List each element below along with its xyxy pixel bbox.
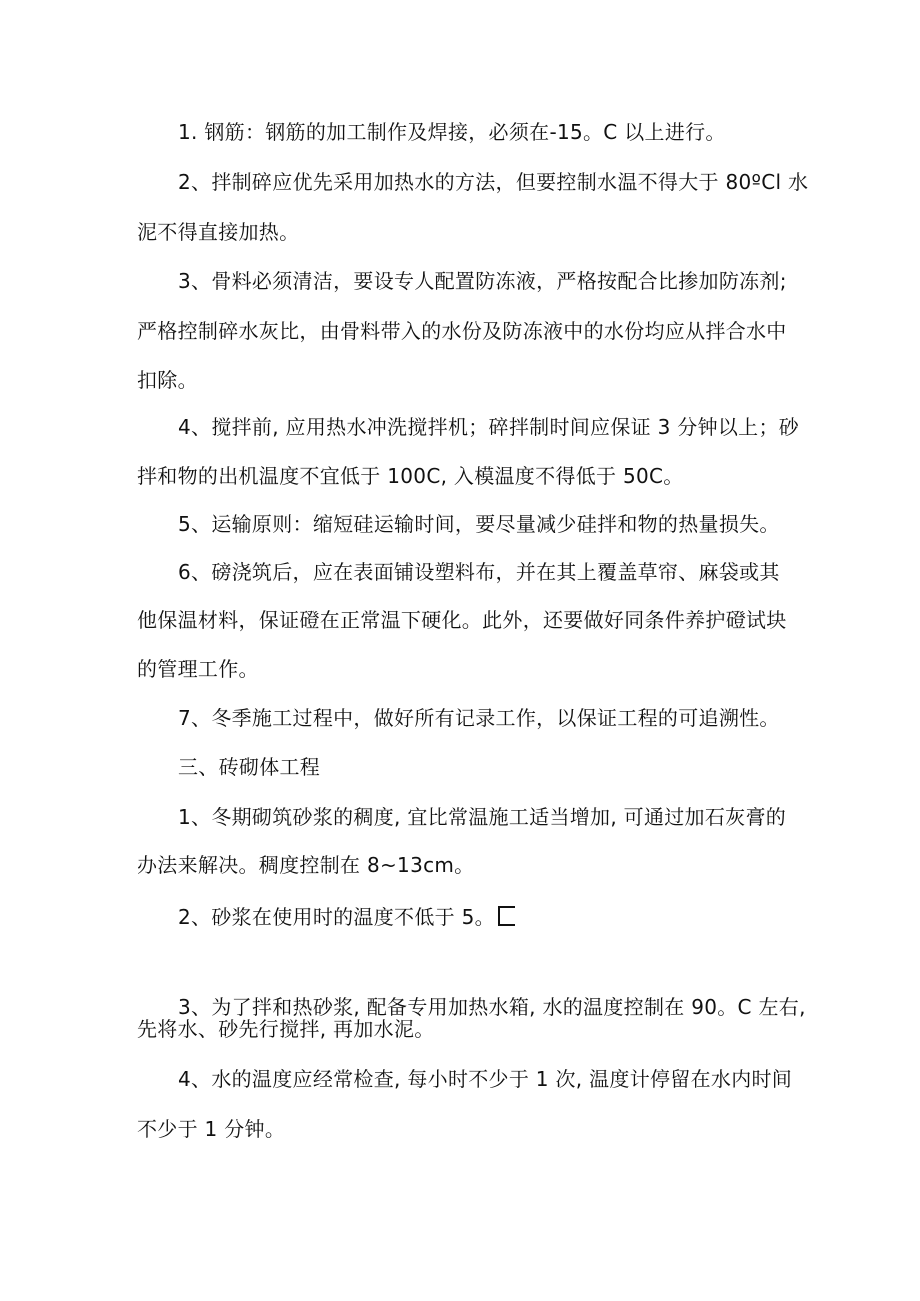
text-line: 先将水、砂先行搅拌, 再加水泥。 — [137, 1017, 435, 1041]
text-line: 他保温材料，保证磴在正常温下硬化。此外，还要做好同条件养护磴试块 — [137, 608, 787, 632]
text-line: 3、骨料必须清洁，要设专人配置防冻液，严格按配合比掺加防冻剂; — [178, 269, 787, 293]
text-line: 办法来解决。稠度控制在 8~13cm。 — [137, 853, 475, 877]
text-line: 1、冬期砌筑砂浆的稠度, 宜比常温施工适当增加, 可通过加石灰膏的 — [178, 805, 787, 829]
text-line: 的管理工作。 — [137, 657, 259, 681]
text-line-content: 2、砂浆在使用时的温度不低于 5。 — [178, 905, 495, 929]
box-glyph — [498, 906, 515, 926]
text-line: 4、水的温度应经常检查, 每小时不少于 1 次, 温度计停留在水内时间 — [178, 1067, 793, 1091]
text-line: 7、冬季施工过程中，做好所有记录工作，以保证工程的可追溯性。 — [178, 706, 780, 730]
text-line: 泥不得直接加热。 — [137, 220, 300, 244]
text-line: 1. 钢筋：钢筋的加工制作及焊接，必须在-15。C 以上进行。 — [178, 120, 726, 144]
text-line: 不少于 1 分钟。 — [137, 1117, 286, 1141]
text-line: 2、拌制碎应优先采用加热水的方法，但要控制水温不得大于 80ºCl 水 — [178, 170, 809, 194]
section-heading: 三、砖砌体工程 — [178, 755, 321, 779]
text-line: 4、搅拌前, 应用热水冲洗搅拌机；碎拌制时间应保证 3 分钟以上；砂 — [178, 415, 800, 439]
text-line: 严格控制碎水灰比，由骨料带入的水份及防冻液中的水份均应从拌合水中 — [137, 319, 787, 343]
text-line: 3、为了拌和热砂浆, 配备专用加热水箱, 水的温度控制在 90。C 左右, — [178, 995, 806, 1019]
text-line: 拌和物的出机温度不宜低于 100C, 入模温度不得低于 50C。 — [137, 464, 684, 488]
text-line: 6、磅浇筑后，应在表面铺设塑料布，并在其上覆盖草帘、麻袋或其 — [178, 560, 780, 584]
text-line: 5、运输原则：缩短硅运输时间，要尽量减少硅拌和物的热量损失。 — [178, 512, 780, 536]
text-line — [178, 903, 788, 932]
text-line: 扣除。 — [137, 368, 198, 392]
